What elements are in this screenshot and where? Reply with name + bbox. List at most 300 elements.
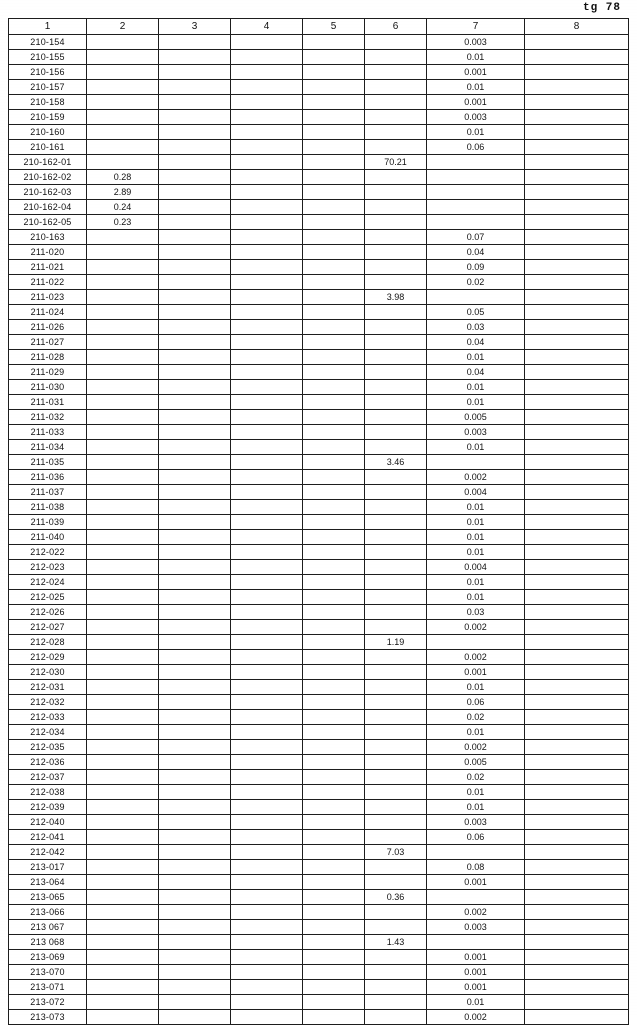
row-value-cell bbox=[159, 980, 231, 995]
row-value-cell bbox=[303, 110, 365, 125]
row-code-cell: 211-036 bbox=[9, 470, 87, 485]
row-value-cell bbox=[159, 1010, 231, 1025]
row-value-cell bbox=[303, 920, 365, 935]
row-value-cell bbox=[87, 515, 159, 530]
row-value-cell bbox=[159, 365, 231, 380]
row-value-cell bbox=[303, 155, 365, 170]
row-value-cell bbox=[87, 905, 159, 920]
row-value-cell bbox=[427, 455, 525, 470]
row-code-cell: 212-029 bbox=[9, 650, 87, 665]
row-value-cell: 0.001 bbox=[427, 95, 525, 110]
row-value-cell bbox=[525, 215, 629, 230]
row-value-cell bbox=[231, 35, 303, 50]
row-value-cell bbox=[525, 725, 629, 740]
table-row bbox=[9, 620, 629, 635]
row-value-cell bbox=[365, 860, 427, 875]
row-value-cell bbox=[231, 950, 303, 965]
table-row bbox=[9, 845, 629, 860]
row-value-cell: 0.23 bbox=[87, 215, 159, 230]
row-code-cell: 212-030 bbox=[9, 665, 87, 680]
row-value-cell bbox=[525, 1010, 629, 1025]
row-code-cell: 212-032 bbox=[9, 695, 87, 710]
row-value-cell bbox=[231, 770, 303, 785]
row-code-cell: 213-017 bbox=[9, 860, 87, 875]
row-value-cell bbox=[159, 245, 231, 260]
row-value-cell bbox=[231, 455, 303, 470]
row-value-cell bbox=[427, 185, 525, 200]
row-value-cell bbox=[231, 650, 303, 665]
row-value-cell bbox=[427, 635, 525, 650]
row-value-cell bbox=[525, 950, 629, 965]
row-value-cell bbox=[87, 860, 159, 875]
row-value-cell bbox=[87, 470, 159, 485]
row-value-cell bbox=[303, 515, 365, 530]
row-value-cell bbox=[365, 410, 427, 425]
row-value-cell bbox=[87, 725, 159, 740]
row-code-cell: 211-024 bbox=[9, 305, 87, 320]
row-value-cell bbox=[303, 665, 365, 680]
row-value-cell: 0.01 bbox=[427, 725, 525, 740]
row-value-cell bbox=[525, 170, 629, 185]
row-value-cell bbox=[525, 695, 629, 710]
row-value-cell: 0.02 bbox=[427, 710, 525, 725]
row-value-cell bbox=[87, 260, 159, 275]
row-value-cell bbox=[87, 815, 159, 830]
row-value-cell bbox=[87, 545, 159, 560]
row-value-cell bbox=[303, 80, 365, 95]
row-value-cell bbox=[303, 260, 365, 275]
row-value-cell bbox=[159, 95, 231, 110]
row-value-cell bbox=[365, 710, 427, 725]
table-row bbox=[9, 935, 629, 950]
row-value-cell: 0.02 bbox=[427, 275, 525, 290]
row-value-cell bbox=[303, 470, 365, 485]
row-value-cell: 0.01 bbox=[427, 500, 525, 515]
row-value-cell: 0.003 bbox=[427, 35, 525, 50]
row-value-cell bbox=[303, 350, 365, 365]
row-value-cell bbox=[159, 320, 231, 335]
row-value-cell bbox=[231, 575, 303, 590]
row-value-cell bbox=[303, 815, 365, 830]
row-value-cell bbox=[87, 425, 159, 440]
table-row bbox=[9, 80, 629, 95]
row-value-cell bbox=[525, 755, 629, 770]
row-code-cell: 213-066 bbox=[9, 905, 87, 920]
row-value-cell: 70.21 bbox=[365, 155, 427, 170]
row-code-cell: 210-162-02 bbox=[9, 170, 87, 185]
row-value-cell: 0.004 bbox=[427, 560, 525, 575]
row-value-cell: 0.01 bbox=[427, 575, 525, 590]
table-row bbox=[9, 515, 629, 530]
column-header-7: 7 bbox=[427, 19, 525, 35]
row-value-cell bbox=[525, 485, 629, 500]
row-value-cell bbox=[365, 110, 427, 125]
row-value-cell: 0.01 bbox=[427, 680, 525, 695]
row-value-cell: 0.002 bbox=[427, 740, 525, 755]
row-value-cell bbox=[159, 275, 231, 290]
row-value-cell bbox=[303, 65, 365, 80]
row-value-cell bbox=[87, 950, 159, 965]
row-code-cell: 211-031 bbox=[9, 395, 87, 410]
row-value-cell bbox=[303, 860, 365, 875]
row-value-cell bbox=[365, 365, 427, 380]
row-value-cell bbox=[365, 530, 427, 545]
table-header-row bbox=[9, 19, 629, 35]
row-value-cell bbox=[365, 695, 427, 710]
row-value-cell bbox=[525, 935, 629, 950]
row-code-cell: 213-064 bbox=[9, 875, 87, 890]
row-value-cell bbox=[159, 695, 231, 710]
row-value-cell bbox=[303, 965, 365, 980]
row-value-cell bbox=[87, 365, 159, 380]
row-value-cell bbox=[231, 395, 303, 410]
row-value-cell bbox=[159, 455, 231, 470]
row-value-cell bbox=[87, 875, 159, 890]
row-value-cell bbox=[87, 890, 159, 905]
row-value-cell: 0.04 bbox=[427, 365, 525, 380]
row-value-cell: 1.19 bbox=[365, 635, 427, 650]
row-value-cell bbox=[231, 920, 303, 935]
row-value-cell bbox=[231, 665, 303, 680]
row-code-cell: 211-040 bbox=[9, 530, 87, 545]
row-value-cell bbox=[87, 410, 159, 425]
row-value-cell: 0.04 bbox=[427, 245, 525, 260]
row-value-cell: 0.06 bbox=[427, 830, 525, 845]
row-value-cell bbox=[303, 680, 365, 695]
row-value-cell bbox=[525, 425, 629, 440]
row-value-cell bbox=[525, 230, 629, 245]
row-value-cell bbox=[87, 35, 159, 50]
row-value-cell bbox=[525, 710, 629, 725]
row-value-cell bbox=[87, 485, 159, 500]
row-value-cell bbox=[365, 680, 427, 695]
table-row bbox=[9, 155, 629, 170]
row-value-cell bbox=[231, 905, 303, 920]
row-code-cell: 213-069 bbox=[9, 950, 87, 965]
row-value-cell bbox=[303, 995, 365, 1010]
row-value-cell: 0.02 bbox=[427, 770, 525, 785]
row-value-cell bbox=[365, 725, 427, 740]
row-value-cell bbox=[525, 785, 629, 800]
row-code-cell: 213-072 bbox=[9, 995, 87, 1010]
row-value-cell bbox=[87, 605, 159, 620]
row-value-cell bbox=[159, 995, 231, 1010]
row-value-cell bbox=[159, 905, 231, 920]
row-value-cell bbox=[159, 185, 231, 200]
row-value-cell bbox=[159, 620, 231, 635]
row-value-cell bbox=[365, 80, 427, 95]
row-value-cell bbox=[525, 770, 629, 785]
row-value-cell bbox=[365, 980, 427, 995]
row-value-cell: 0.004 bbox=[427, 485, 525, 500]
table-row bbox=[9, 680, 629, 695]
row-value-cell bbox=[525, 80, 629, 95]
row-value-cell bbox=[231, 245, 303, 260]
row-value-cell bbox=[231, 500, 303, 515]
row-value-cell bbox=[525, 35, 629, 50]
table-row bbox=[9, 95, 629, 110]
row-value-cell bbox=[427, 200, 525, 215]
table-row bbox=[9, 665, 629, 680]
row-code-cell: 213-070 bbox=[9, 965, 87, 980]
row-value-cell bbox=[525, 290, 629, 305]
row-value-cell bbox=[87, 560, 159, 575]
row-value-cell bbox=[231, 815, 303, 830]
table-row bbox=[9, 245, 629, 260]
row-value-cell bbox=[231, 170, 303, 185]
row-value-cell bbox=[303, 560, 365, 575]
row-value-cell: 0.01 bbox=[427, 800, 525, 815]
row-value-cell bbox=[365, 425, 427, 440]
row-value-cell bbox=[365, 125, 427, 140]
row-value-cell bbox=[159, 485, 231, 500]
row-code-cell: 212-039 bbox=[9, 800, 87, 815]
row-value-cell bbox=[159, 560, 231, 575]
row-value-cell bbox=[303, 1010, 365, 1025]
table-row bbox=[9, 290, 629, 305]
row-value-cell bbox=[231, 80, 303, 95]
row-value-cell bbox=[231, 155, 303, 170]
row-value-cell: 0.01 bbox=[427, 350, 525, 365]
row-value-cell bbox=[365, 95, 427, 110]
row-value-cell: 0.01 bbox=[427, 590, 525, 605]
table-row bbox=[9, 890, 629, 905]
row-code-cell: 212-026 bbox=[9, 605, 87, 620]
row-value-cell bbox=[365, 560, 427, 575]
row-value-cell bbox=[303, 590, 365, 605]
table-row bbox=[9, 1010, 629, 1025]
row-value-cell bbox=[303, 140, 365, 155]
row-value-cell: 0.002 bbox=[427, 650, 525, 665]
row-value-cell bbox=[87, 50, 159, 65]
row-value-cell bbox=[303, 770, 365, 785]
row-value-cell: 0.01 bbox=[427, 995, 525, 1010]
row-value-cell bbox=[525, 380, 629, 395]
row-value-cell: 0.07 bbox=[427, 230, 525, 245]
row-value-cell bbox=[87, 800, 159, 815]
row-value-cell bbox=[87, 740, 159, 755]
row-value-cell: 0.06 bbox=[427, 140, 525, 155]
row-value-cell bbox=[525, 245, 629, 260]
row-value-cell bbox=[303, 275, 365, 290]
row-value-cell bbox=[159, 410, 231, 425]
row-value-cell bbox=[159, 650, 231, 665]
row-value-cell bbox=[365, 755, 427, 770]
row-value-cell bbox=[303, 725, 365, 740]
row-code-cell: 212-025 bbox=[9, 590, 87, 605]
row-value-cell bbox=[159, 500, 231, 515]
row-value-cell bbox=[87, 830, 159, 845]
row-value-cell bbox=[365, 170, 427, 185]
row-value-cell bbox=[365, 470, 427, 485]
row-value-cell bbox=[159, 110, 231, 125]
row-code-cell: 212-041 bbox=[9, 830, 87, 845]
row-value-cell bbox=[303, 530, 365, 545]
row-value-cell bbox=[159, 890, 231, 905]
table-row bbox=[9, 395, 629, 410]
row-value-cell bbox=[365, 1010, 427, 1025]
row-value-cell bbox=[365, 575, 427, 590]
row-value-cell bbox=[231, 275, 303, 290]
row-value-cell bbox=[87, 680, 159, 695]
row-value-cell bbox=[365, 260, 427, 275]
row-value-cell bbox=[525, 275, 629, 290]
row-code-cell: 211-037 bbox=[9, 485, 87, 500]
row-value-cell bbox=[87, 500, 159, 515]
row-code-cell: 210-159 bbox=[9, 110, 87, 125]
row-value-cell bbox=[87, 305, 159, 320]
row-value-cell bbox=[525, 395, 629, 410]
row-value-cell bbox=[159, 50, 231, 65]
table-row bbox=[9, 815, 629, 830]
row-value-cell bbox=[159, 845, 231, 860]
row-value-cell bbox=[231, 380, 303, 395]
row-value-cell: 0.01 bbox=[427, 125, 525, 140]
row-value-cell bbox=[303, 980, 365, 995]
row-value-cell: 0.03 bbox=[427, 605, 525, 620]
row-value-cell bbox=[231, 215, 303, 230]
row-value-cell bbox=[87, 350, 159, 365]
table-row bbox=[9, 980, 629, 995]
row-value-cell bbox=[159, 200, 231, 215]
row-value-cell bbox=[159, 380, 231, 395]
table-body bbox=[9, 35, 629, 1025]
row-value-cell bbox=[87, 920, 159, 935]
table-row bbox=[9, 785, 629, 800]
row-value-cell bbox=[159, 530, 231, 545]
table-row bbox=[9, 485, 629, 500]
row-value-cell bbox=[303, 605, 365, 620]
row-value-cell bbox=[159, 635, 231, 650]
row-value-cell: 0.001 bbox=[427, 875, 525, 890]
table-row bbox=[9, 860, 629, 875]
row-value-cell bbox=[427, 890, 525, 905]
row-value-cell bbox=[303, 245, 365, 260]
row-value-cell bbox=[525, 875, 629, 890]
row-value-cell bbox=[365, 590, 427, 605]
table-row bbox=[9, 125, 629, 140]
row-value-cell bbox=[303, 755, 365, 770]
row-value-cell bbox=[525, 680, 629, 695]
row-value-cell bbox=[231, 830, 303, 845]
row-value-cell bbox=[365, 545, 427, 560]
row-value-cell bbox=[231, 65, 303, 80]
table-row bbox=[9, 950, 629, 965]
row-value-cell bbox=[365, 200, 427, 215]
table-row bbox=[9, 170, 629, 185]
table-row bbox=[9, 65, 629, 80]
row-value-cell bbox=[525, 320, 629, 335]
row-value-cell: 0.24 bbox=[87, 200, 159, 215]
row-value-cell: 0.03 bbox=[427, 320, 525, 335]
table-row bbox=[9, 875, 629, 890]
row-value-cell bbox=[365, 230, 427, 245]
row-value-cell bbox=[303, 50, 365, 65]
column-header-5: 5 bbox=[303, 19, 365, 35]
row-value-cell bbox=[87, 770, 159, 785]
row-value-cell: 0.01 bbox=[427, 50, 525, 65]
row-value-cell bbox=[365, 875, 427, 890]
table-row bbox=[9, 830, 629, 845]
row-value-cell bbox=[231, 1010, 303, 1025]
row-code-cell: 210-157 bbox=[9, 80, 87, 95]
table-row bbox=[9, 590, 629, 605]
row-value-cell bbox=[365, 920, 427, 935]
row-value-cell bbox=[365, 215, 427, 230]
row-value-cell bbox=[427, 935, 525, 950]
row-value-cell bbox=[303, 230, 365, 245]
page-number: tg 78 bbox=[582, 2, 621, 14]
row-value-cell bbox=[87, 320, 159, 335]
row-value-cell: 0.002 bbox=[427, 1010, 525, 1025]
row-value-cell bbox=[159, 755, 231, 770]
row-value-cell bbox=[365, 740, 427, 755]
table-row bbox=[9, 755, 629, 770]
row-value-cell bbox=[87, 65, 159, 80]
table-row bbox=[9, 380, 629, 395]
row-value-cell bbox=[525, 125, 629, 140]
row-value-cell bbox=[159, 605, 231, 620]
row-value-cell bbox=[231, 50, 303, 65]
row-value-cell bbox=[525, 200, 629, 215]
table-row bbox=[9, 260, 629, 275]
row-value-cell: 3.46 bbox=[365, 455, 427, 470]
table-row bbox=[9, 440, 629, 455]
row-value-cell bbox=[365, 35, 427, 50]
data-table-container bbox=[8, 18, 628, 1025]
row-value-cell: 0.003 bbox=[427, 920, 525, 935]
row-value-cell bbox=[303, 650, 365, 665]
row-value-cell: 0.005 bbox=[427, 410, 525, 425]
table-row bbox=[9, 365, 629, 380]
row-value-cell bbox=[87, 275, 159, 290]
row-value-cell bbox=[525, 410, 629, 425]
row-value-cell bbox=[525, 95, 629, 110]
row-value-cell bbox=[159, 950, 231, 965]
table-row bbox=[9, 605, 629, 620]
row-value-cell bbox=[231, 605, 303, 620]
row-value-cell bbox=[365, 500, 427, 515]
row-value-cell bbox=[231, 965, 303, 980]
row-value-cell bbox=[231, 725, 303, 740]
row-value-cell bbox=[159, 125, 231, 140]
row-value-cell: 0.01 bbox=[427, 530, 525, 545]
row-code-cell: 212-028 bbox=[9, 635, 87, 650]
table-row bbox=[9, 230, 629, 245]
row-value-cell bbox=[87, 845, 159, 860]
row-value-cell bbox=[525, 965, 629, 980]
row-value-cell bbox=[231, 560, 303, 575]
row-value-cell bbox=[525, 860, 629, 875]
row-code-cell: 210-155 bbox=[9, 50, 87, 65]
table-row bbox=[9, 275, 629, 290]
table-header bbox=[9, 19, 629, 35]
row-value-cell bbox=[231, 410, 303, 425]
row-value-cell bbox=[87, 155, 159, 170]
row-value-cell bbox=[231, 290, 303, 305]
column-header-8: 8 bbox=[525, 19, 629, 35]
table-row bbox=[9, 740, 629, 755]
row-value-cell bbox=[303, 575, 365, 590]
row-value-cell bbox=[231, 200, 303, 215]
row-value-cell bbox=[87, 245, 159, 260]
row-value-cell bbox=[365, 800, 427, 815]
row-value-cell: 0.001 bbox=[427, 950, 525, 965]
row-value-cell bbox=[159, 545, 231, 560]
row-value-cell bbox=[303, 695, 365, 710]
row-value-cell bbox=[303, 545, 365, 560]
row-value-cell bbox=[231, 860, 303, 875]
